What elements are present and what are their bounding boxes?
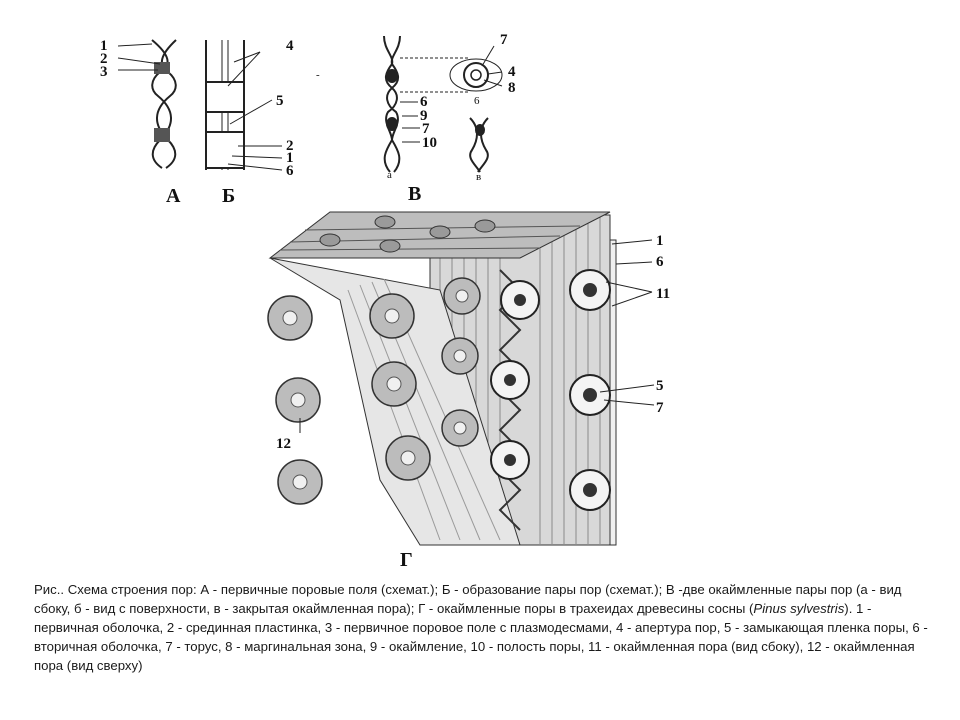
panel-a-caption: А <box>166 185 181 207</box>
panel-b-label-1: 1 <box>286 150 294 166</box>
panel-v-label-6-face: 6 <box>474 95 480 107</box>
caption-part-1: Рис.. Схема строения пор: А - первичные поровые поля (схемат.); Б - образование пары пор (схемат.); В -две окаймленные пары пор (а - вид сбоку, б - вид с поверхности, в - закрытая окаймленная пора); Г - окаймленные поры в трахеидах древесины сосны ( <box>34 582 902 616</box>
panel-g-label-7: 7 <box>656 400 664 416</box>
panel-g-label-6: 6 <box>656 254 664 270</box>
panel-v-label-4: 4 <box>508 64 516 80</box>
panel-b-label-6: 6 <box>286 163 294 179</box>
panel-g-caption: Г <box>400 549 413 571</box>
panel-g-label-1: 1 <box>656 233 664 249</box>
panel-v-caption: В <box>408 183 422 205</box>
figure-caption <box>34 580 934 675</box>
panel-g-label-11: 11 <box>656 286 671 302</box>
panel-b-caption: Б <box>222 185 236 207</box>
panel-b-label-2: 2 <box>286 138 294 154</box>
panel-v-label-8: 8 <box>508 80 516 96</box>
panel-g-label-5: 5 <box>656 378 664 394</box>
panel-v-sub-a: а <box>387 169 392 181</box>
panel-v-label-7b: 7 <box>422 121 430 137</box>
caption-part-2: ). 1 - первичная оболочка, 2 - срединная пластинка, 3 - первичное поровое поле с плазмодесмами, 4 - апертура пор, 5 - замыкающая пленка поры, 6 - вторичная оболочка, 7 - торус, 8 - маргинальная зона, 9 - окаймление, 10 - полость поры, 11 - окаймленная пора (вид сбоку), 12 - окаймленная пора (вид сверху) <box>34 601 928 673</box>
panel-b-label-4: 4 <box>286 38 294 54</box>
panel-v-sub-v: в <box>476 171 482 183</box>
panel-v-label-7: 7 <box>500 32 508 48</box>
panel-g-label-12: 12 <box>276 436 291 452</box>
panel-a-label-3: 3 <box>100 64 108 80</box>
stray-dash: - <box>316 69 320 81</box>
panel-a-label-1: 1 <box>100 38 108 54</box>
panel-v-label-10: 10 <box>422 135 437 151</box>
panel-g-tracheid-bordered-pits <box>268 212 654 545</box>
panel-b-pit-pair-formation <box>206 40 282 170</box>
panel-a-primary-pit-fields <box>118 40 176 168</box>
caption-species: Pinus sylvestris <box>753 601 845 616</box>
panel-b-label-5: 5 <box>276 93 284 109</box>
panel-v-label-6: 6 <box>420 94 428 110</box>
panel-a-label-2: 2 <box>100 51 108 67</box>
panel-v-bordered-pit-pairs <box>384 36 502 172</box>
panel-v-label-9: 9 <box>420 108 428 124</box>
